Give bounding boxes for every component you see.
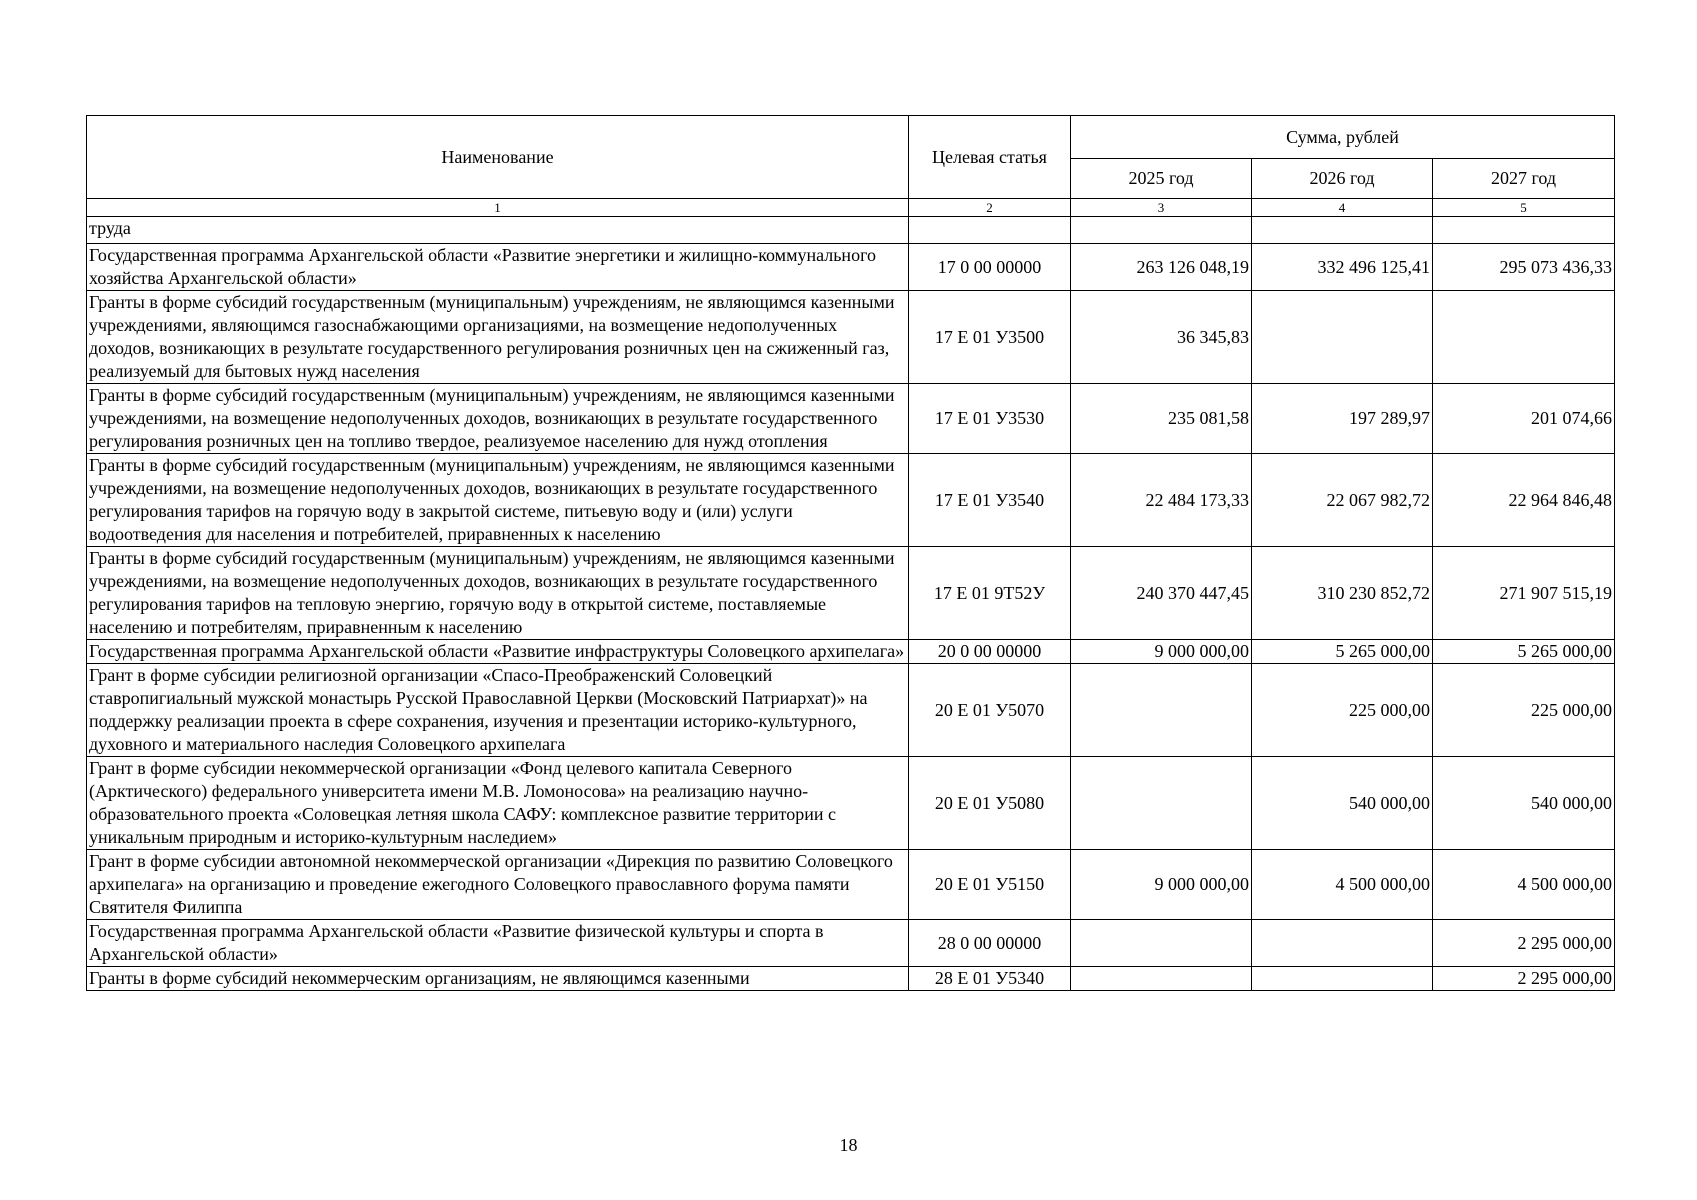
row-code: 17 Е 01 У3530 — [909, 384, 1071, 454]
row-amount-2026 — [1252, 291, 1433, 384]
row-name: Грант в форме субсидии автономной некоммерческой организации «Дирекция по развитию Соловецкого архипелага» на организацию и проведение ежегодного Соловецкого православного форума памяти Святителя Филиппа — [87, 850, 909, 920]
row-name: Государственная программа Архангельской области «Развитие энергетики и жилищно-коммунального хозяйства Архангельской области» — [87, 244, 909, 291]
row-amount-2026: 4 500 000,00 — [1252, 850, 1433, 920]
header-year-2026: 2026 год — [1252, 159, 1433, 199]
row-code: 17 0 00 00000 — [909, 244, 1071, 291]
column-number: 4 — [1252, 199, 1433, 217]
header-name: Наименование — [87, 116, 909, 199]
row-name: Гранты в форме субсидий государственным (муниципальным) учреждениям, не являющимся казенными учреждениями, на возмещение недополученных доходов, возникающих в результате государственного регулирования розничных цен на топливо твердое, реализуемое населению для нужд отопления — [87, 384, 909, 454]
row-name: Гранты в форме субсидий государственным (муниципальным) учреждениям, не являющимся казенными учреждениями, на возмещение недополученных доходов, возникающих в результате государственного регулирования тарифов на тепловую энергию, горячую воду в открытой системе, поставляемые населению и потребителям, приравненным к населению — [87, 547, 909, 640]
header-year-2027: 2027 год — [1433, 159, 1615, 199]
row-code: 20 Е 01 У5070 — [909, 664, 1071, 757]
page-number: 18 — [839, 1135, 858, 1155]
row-amount-2025: 22 484 173,33 — [1071, 454, 1252, 547]
row-amount-2025 — [1071, 920, 1252, 967]
row-amount-2025: 36 345,83 — [1071, 291, 1252, 384]
column-number: 1 — [87, 199, 909, 217]
table-row — [87, 757, 1615, 850]
table-row — [87, 664, 1615, 757]
table-row — [87, 384, 1615, 454]
table-row — [87, 547, 1615, 640]
row-name: Гранты в форме субсидий государственным (муниципальным) учреждениям, не являющимся казенными учреждениями, являющимся газоснабжающими организациями, на возмещение недополученных доходов, возникающих в результате государственного регулирования розничных цен на сжиженный газ, реализуемый для бытовых нужд населения — [87, 291, 909, 384]
row-amount-2026: 540 000,00 — [1252, 757, 1433, 850]
table-row — [87, 291, 1615, 384]
row-amount-2025: 240 370 447,45 — [1071, 547, 1252, 640]
row-amount-2026: 5 265 000,00 — [1252, 640, 1433, 664]
column-number: 2 — [909, 199, 1071, 217]
table-row — [87, 454, 1615, 547]
row-amount-2027: 295 073 436,33 — [1433, 244, 1615, 291]
row-amount-2025 — [1071, 664, 1252, 757]
row-code: 17 Е 01 У3540 — [909, 454, 1071, 547]
row-code: 20 Е 01 У5080 — [909, 757, 1071, 850]
row-amount-2026: 225 000,00 — [1252, 664, 1433, 757]
row-name: Гранты в форме субсидий государственным (муниципальным) учреждениям, не являющимся казенными учреждениями, на возмещение недополученных доходов, возникающих в результате государственного регулирования тарифов на горячую воду в закрытой системе, питьевую воду и (или) услуги водоотведения для населения и потребителей, приравненных к населению — [87, 454, 909, 547]
header-sum-group: Сумма, рублей — [1071, 116, 1615, 159]
row-amount-2027: 540 000,00 — [1433, 757, 1615, 850]
row-code: 17 Е 01 У3500 — [909, 291, 1071, 384]
table-row — [87, 244, 1615, 291]
table-row — [87, 640, 1615, 664]
row-amount-2025 — [1071, 967, 1252, 991]
row-amount-2026 — [1252, 217, 1433, 244]
row-name: Государственная программа Архангельской области «Развитие инфраструктуры Соловецкого архипелага» — [87, 640, 909, 664]
row-amount-2025 — [1071, 217, 1252, 244]
row-code: 28 Е 01 У5340 — [909, 967, 1071, 991]
row-name: Государственная программа Архангельской области «Развитие физической культуры и спорта в Архангельской области» — [87, 920, 909, 967]
row-name: труда — [87, 217, 909, 244]
row-amount-2027: 225 000,00 — [1433, 664, 1615, 757]
row-amount-2027: 201 074,66 — [1433, 384, 1615, 454]
row-amount-2027: 5 265 000,00 — [1433, 640, 1615, 664]
row-amount-2027: 4 500 000,00 — [1433, 850, 1615, 920]
row-amount-2027 — [1433, 217, 1615, 244]
row-amount-2027: 2 295 000,00 — [1433, 967, 1615, 991]
row-name: Гранты в форме субсидий некоммерческим организациям, не являющимся казенными — [87, 967, 909, 991]
header-target-article: Целевая статья — [909, 116, 1071, 199]
column-number: 5 — [1433, 199, 1615, 217]
header-year-2025: 2025 год — [1071, 159, 1252, 199]
row-amount-2026: 310 230 852,72 — [1252, 547, 1433, 640]
row-amount-2026 — [1252, 967, 1433, 991]
budget-table — [86, 115, 1615, 991]
row-code: 28 0 00 00000 — [909, 920, 1071, 967]
row-amount-2025: 235 081,58 — [1071, 384, 1252, 454]
table-row — [87, 850, 1615, 920]
row-amount-2026: 22 067 982,72 — [1252, 454, 1433, 547]
row-amount-2026 — [1252, 920, 1433, 967]
row-amount-2026: 197 289,97 — [1252, 384, 1433, 454]
table-row — [87, 967, 1615, 991]
table-row — [87, 920, 1615, 967]
row-amount-2026: 332 496 125,41 — [1252, 244, 1433, 291]
row-amount-2027 — [1433, 291, 1615, 384]
row-amount-2025 — [1071, 757, 1252, 850]
row-name: Грант в форме субсидии некоммерческой организации «Фонд целевого капитала Северного (Арктического) федерального университета имени М.В. Ломоносова» на реализацию научно-образовательного проекта «Соловецкая летняя школа САФУ: комплексное развитие территории с уникальным природным и историко-культурным наследием» — [87, 757, 909, 850]
row-code: 20 0 00 00000 — [909, 640, 1071, 664]
row-amount-2025: 9 000 000,00 — [1071, 640, 1252, 664]
row-code: 17 Е 01 9Т52У — [909, 547, 1071, 640]
row-code — [909, 217, 1071, 244]
column-number: 3 — [1071, 199, 1252, 217]
row-amount-2027: 22 964 846,48 — [1433, 454, 1615, 547]
row-amount-2027: 271 907 515,19 — [1433, 547, 1615, 640]
row-amount-2025: 263 126 048,19 — [1071, 244, 1252, 291]
row-amount-2027: 2 295 000,00 — [1433, 920, 1615, 967]
table-row — [87, 217, 1615, 244]
column-number-row — [87, 199, 1615, 217]
row-amount-2025: 9 000 000,00 — [1071, 850, 1252, 920]
row-name: Грант в форме субсидии религиозной организации «Спасо-Преображенский Соловецкий ставропигиальный мужской монастырь Русской Православной Церкви (Московский Патриархат)» на поддержку реализации проекта в сфере сохранения, изучения и презентации историко-культурного, духовного и материального наследия Соловецкого архипелага — [87, 664, 909, 757]
row-code: 20 Е 01 У5150 — [909, 850, 1071, 920]
